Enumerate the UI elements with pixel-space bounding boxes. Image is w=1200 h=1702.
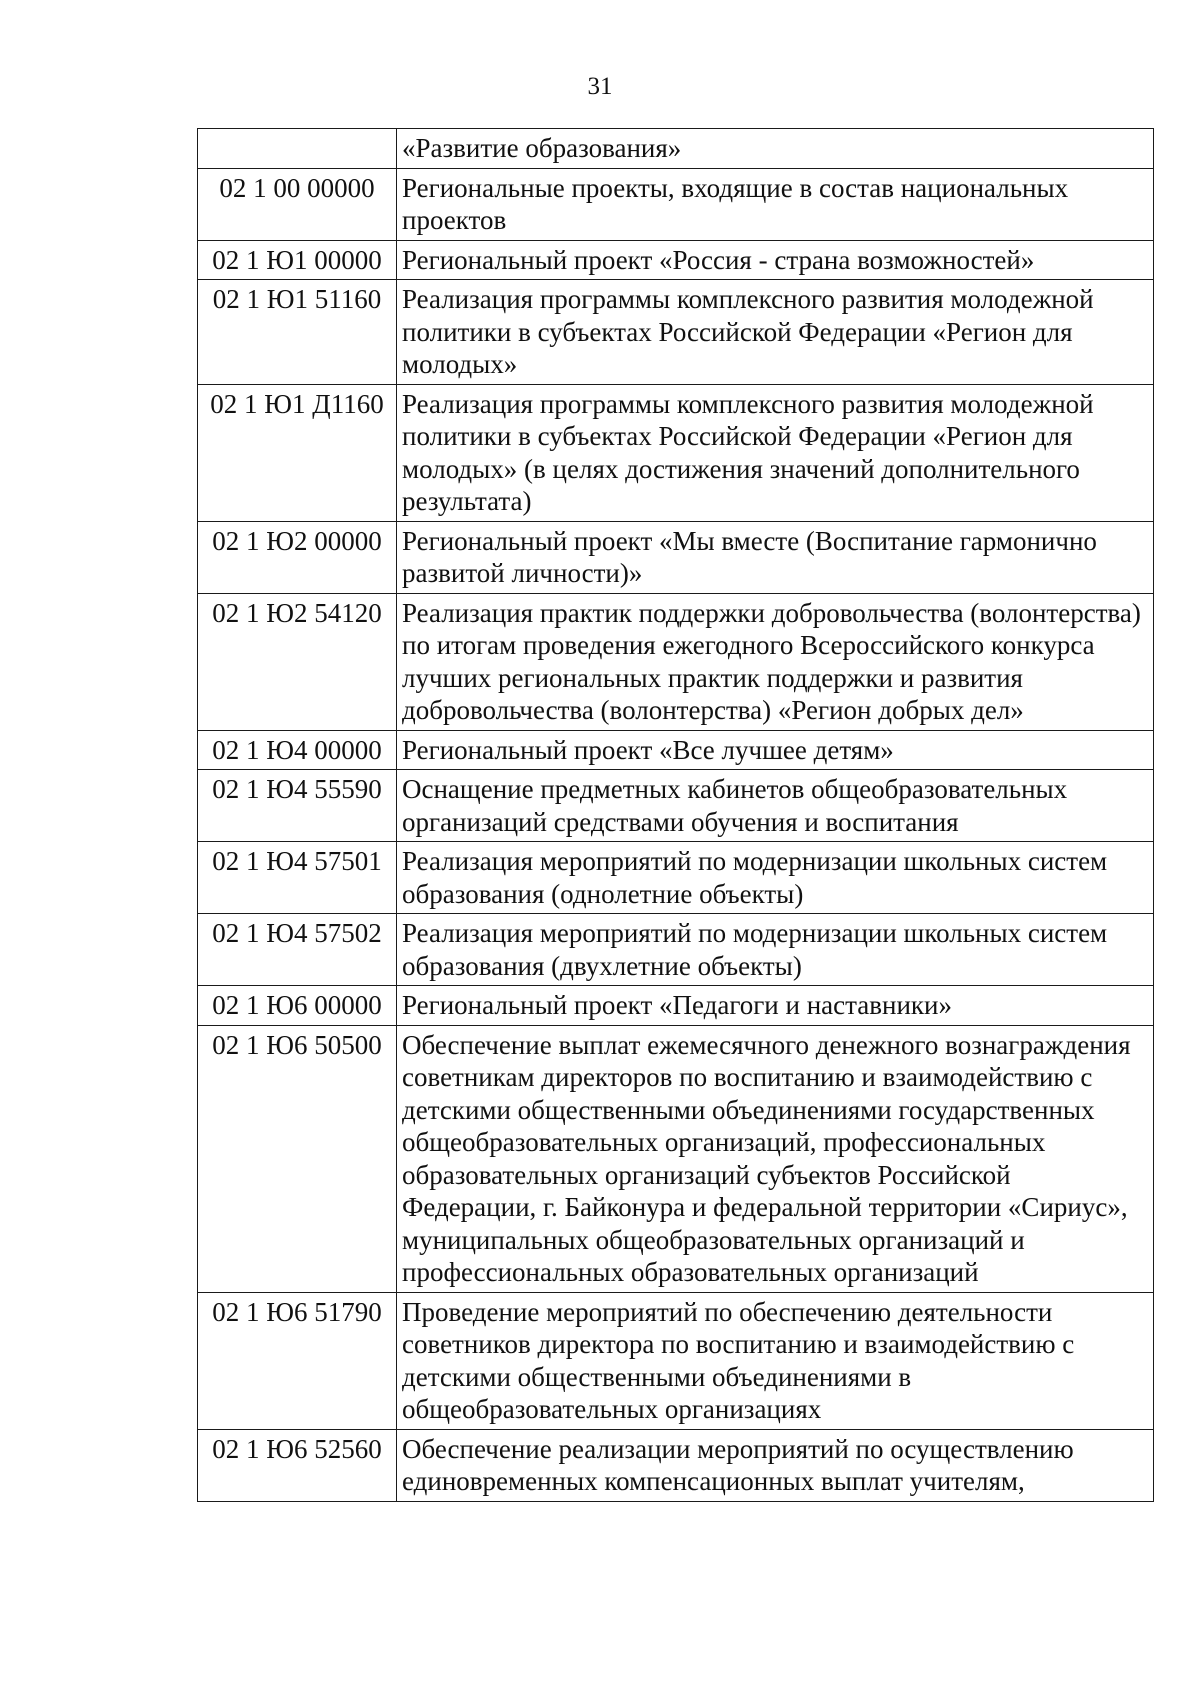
- row-code: [198, 129, 397, 169]
- table-row: [198, 914, 1154, 986]
- row-name: Реализация мероприятий по модернизации школьных систем образования (однолетние объекты): [397, 842, 1154, 914]
- row-name: Региональный проект «Педагоги и наставники»: [397, 986, 1154, 1026]
- row-name: Реализация программы комплексного развития молодежной политики в субъектах Российской Федерации «Регион для молодых» (в целях достижения значений дополнительного результата): [397, 384, 1154, 521]
- row-code: 02 1 Ю6 51790: [198, 1292, 397, 1429]
- row-name: Реализация мероприятий по модернизации школьных систем образования (двухлетние объекты): [397, 914, 1154, 986]
- row-code: 02 1 Ю4 57501: [198, 842, 397, 914]
- row-code: 02 1 Ю2 00000: [198, 521, 397, 593]
- row-name: Реализация практик поддержки добровольчества (волонтерства) по итогам проведения ежегодного Всероссийского конкурса лучших региональных практик поддержки и развития добровольчества (волонтерства) «Регион добрых дел»: [397, 593, 1154, 730]
- table-row: [198, 730, 1154, 770]
- table-row: [198, 593, 1154, 730]
- row-code: 02 1 Ю6 00000: [198, 986, 397, 1026]
- row-code: 02 1 Ю6 52560: [198, 1429, 397, 1501]
- table-row: [198, 521, 1154, 593]
- row-name: Проведение мероприятий по обеспечению деятельности советников директора по воспитанию и взаимодействию с детскими общественными объединениями в общеобразовательных организациях: [397, 1292, 1154, 1429]
- table-row: [198, 842, 1154, 914]
- table-row: [198, 770, 1154, 842]
- table-row: [198, 384, 1154, 521]
- table-row: [198, 1292, 1154, 1429]
- row-name: Оснащение предметных кабинетов общеобразовательных организаций средствами обучения и воспитания: [397, 770, 1154, 842]
- row-name: «Развитие образования»: [397, 129, 1154, 169]
- row-code: 02 1 00 00000: [198, 168, 397, 240]
- row-code: 02 1 Ю1 00000: [198, 240, 397, 280]
- table-row: [198, 1025, 1154, 1292]
- row-code: 02 1 Ю1 Д1160: [198, 384, 397, 521]
- row-name: Региональные проекты, входящие в состав национальных проектов: [397, 168, 1154, 240]
- budget-classification-table: [197, 128, 1154, 1502]
- row-name: Региональный проект «Россия - страна возможностей»: [397, 240, 1154, 280]
- table-row: [198, 986, 1154, 1026]
- row-code: 02 1 Ю2 54120: [198, 593, 397, 730]
- page-number: 31: [587, 73, 613, 100]
- row-name: Региональный проект «Все лучшее детям»: [397, 730, 1154, 770]
- row-code: 02 1 Ю6 50500: [198, 1025, 397, 1292]
- table-row: [198, 1429, 1154, 1501]
- row-code: 02 1 Ю4 00000: [198, 730, 397, 770]
- row-code: 02 1 Ю4 55590: [198, 770, 397, 842]
- table-row: [198, 129, 1154, 169]
- table-row: [198, 168, 1154, 240]
- row-code: 02 1 Ю1 51160: [198, 280, 397, 385]
- row-name: Обеспечение выплат ежемесячного денежного вознаграждения советникам директоров по воспитанию и взаимодействию с детскими общественными объединениями государственных общеобразовательных организаций, профессиональных образовательных организаций субъектов Российской Федерации, г. Байконура и федеральной территории «Сириус», муниципальных общеобразовательных организаций и профессиональных образовательных организаций: [397, 1025, 1154, 1292]
- row-name: Реализация программы комплексного развития молодежной политики в субъектах Российской Федерации «Регион для молодых»: [397, 280, 1154, 385]
- row-name: Региональный проект «Мы вместе (Воспитание гармонично развитой личности)»: [397, 521, 1154, 593]
- table-row: [198, 280, 1154, 385]
- row-name: Обеспечение реализации мероприятий по осуществлению единовременных компенсационных выплат учителям,: [397, 1429, 1154, 1501]
- row-code: 02 1 Ю4 57502: [198, 914, 397, 986]
- table-row: [198, 240, 1154, 280]
